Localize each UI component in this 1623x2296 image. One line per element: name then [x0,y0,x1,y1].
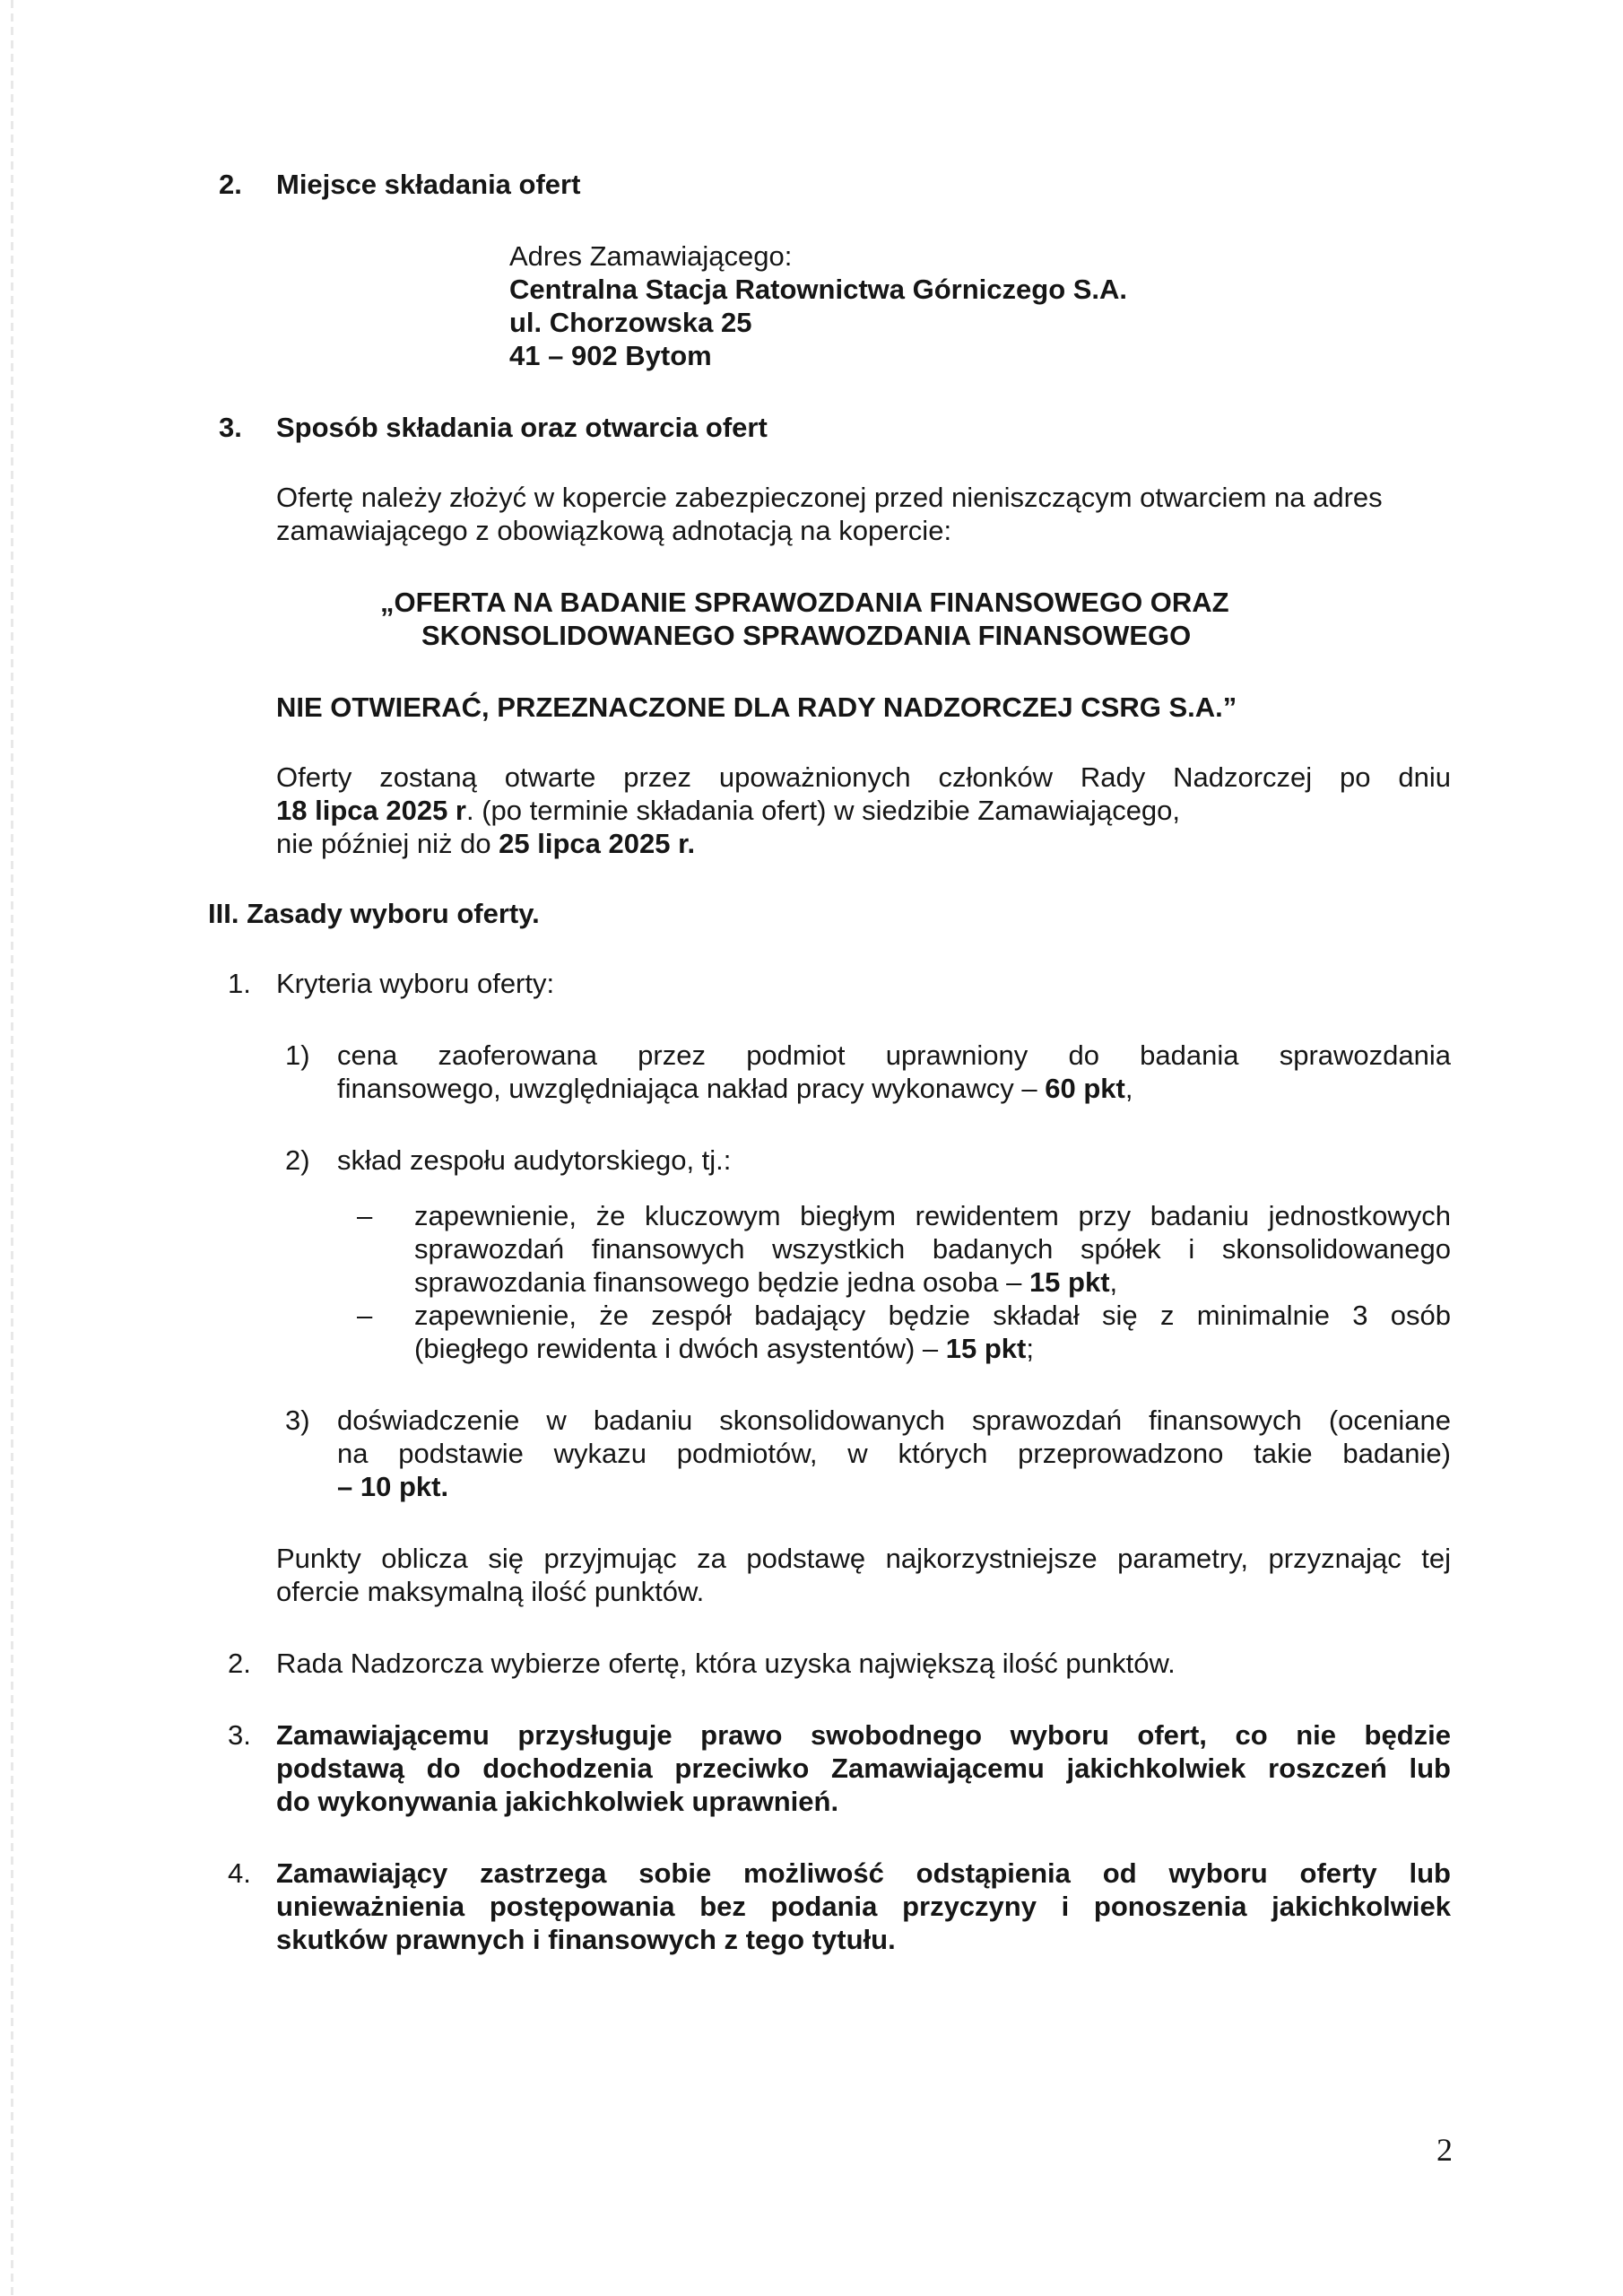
opening-line-2 [276,794,1451,827]
sub-criterion-1-line-3-text: sprawozdania finansowego będzie jedna osoba – [414,1266,1029,1298]
intro-line-1: Ofertę należy złożyć w kopercie zabezpieczonej przed nieniszczącym otwarciem na adres [276,482,1383,513]
address-label: Adres Zamawiającego: [509,240,793,272]
opening-date-2: 25 lipca 2025 r. [499,828,696,859]
sub-criterion-1-dash: – [357,1200,373,1231]
criterion-2-label: skład zespołu audytorskiego, tj.: [337,1144,732,1176]
item-1-number: 1. [228,968,251,999]
opening-line-3-prefix: nie później niż do [276,828,499,859]
points-rule-line-1: Punkty oblicza się przyjmując za podstawę najkorzystniejsze parametry, przyznając tej [276,1543,1451,1574]
address-city: 41 – 902 Bytom [509,340,712,371]
item-3-line-1: Zamawiającemu przysługuje prawo swobodnego wyboru ofert, co nie będzie [276,1719,1451,1751]
sub-criterion-2-dash: – [357,1300,373,1331]
opening-line-2-rest: . (po terminie składania ofert) w siedzibie Zamawiającego, [466,795,1181,826]
section-3-heading: Sposób składania oraz otwarcia ofert [276,412,768,443]
sub-criterion-1-line-1: zapewnienie, że kluczowym biegłym rewidentem przy badaniu jednostkowych [414,1200,1451,1231]
criterion-3-line-1: doświadczenie w badaniu skonsolidowanych sprawozdań finansowych (oceniane [337,1405,1451,1436]
criterion-1-number: 1) [285,1039,310,1071]
item-3-line-3: do wykonywania jakichkolwiek uprawnień. [276,1786,839,1817]
criterion-1-line-2 [337,1072,1133,1105]
part-3-heading: III. Zasady wyboru oferty. [208,898,540,929]
criterion-3-line-2: na podstawie wykazu podmiotów, w których przeprowadzono takie badanie) [337,1438,1451,1469]
sub-criterion-1-points: 15 pkt [1028,1266,1110,1298]
section-3-number: 3. [219,412,242,443]
item-4-line-3: skutków prawnych i finansowych z tego tytułu. [276,1924,896,1955]
sub-criterion-2-line-1: zapewnienie, że zespół badający będzie składał się z minimalnie 3 osób [414,1300,1451,1331]
criterion-1-points: 60 pkt [1045,1073,1125,1104]
criterion-1-end: , [1124,1073,1133,1104]
item-3-number: 3. [228,1719,251,1751]
address-company: Centralna Stacja Ratownictwa Górniczego S.A. [509,274,1128,305]
address-street: ul. Chorzowska 25 [509,307,752,338]
sub-criterion-1-line-2: sprawozdań finansowych wszystkich badanych spółek i skonsolidowanego [414,1233,1451,1265]
sub-criterion-2-line-2-text: (biegłego rewidenta i dwóch asystentów) – [414,1333,946,1364]
section-2-number: 2. [219,169,242,200]
opening-line-3 [276,827,695,860]
criterion-1-line-1: cena zaoferowana przez podmiot uprawniony do badania sprawozdania [337,1039,1451,1071]
scan-edge-artifact [11,0,13,2296]
item-2-text: Rada Nadzorcza wybierze ofertę, która uzyska największą ilość punktów. [276,1648,1176,1679]
criterion-3-number: 3) [285,1405,310,1436]
envelope-annotation-line-3: NIE OTWIERAĆ, PRZEZNACZONE DLA RADY NADZORCZEJ CSRG S.A.” [276,691,1237,723]
page-number: 2 [1436,2132,1453,2168]
sub-criterion-1-end: , [1109,1266,1118,1298]
criterion-1-line-2-text: finansowego, uwzględniająca nakład pracy wykonawcy – [337,1073,1046,1104]
envelope-annotation-line-2: SKONSOLIDOWANEGO SPRAWOZDANIA FINANSOWEGO [421,620,1192,651]
opening-line-1: Oferty zostaną otwarte przez upoważnionych członków Rady Nadzorczej po dniu [276,761,1451,793]
item-4-number: 4. [228,1857,251,1889]
item-3-line-2: podstawą do dochodzenia przeciwko Zamawiającemu jakichkolwiek roszczeń lub [276,1752,1451,1784]
sub-criterion-2-points: 15 pkt [945,1333,1027,1364]
item-4-line-2: unieważnienia postępowania bez podania przyczyny i ponoszenia jakichkolwiek [276,1891,1451,1922]
criterion-3-points: – 10 pkt. [337,1471,449,1502]
section-2-heading: Miejsce składania ofert [276,169,581,200]
intro-line-2: zamawiającego z obowiązkową adnotacją na kopercie: [276,515,952,546]
opening-date-1: 18 lipca 2025 r [276,795,466,826]
points-rule-line-2: ofercie maksymalną ilość punktów. [276,1576,705,1607]
envelope-annotation-line-1: „OFERTA NA BADANIE SPRAWOZDANIA FINANSOWEGO ORAZ [380,587,1229,618]
sub-criterion-2-end: ; [1026,1333,1035,1364]
item-1-label: Kryteria wyboru oferty: [276,968,555,999]
criterion-2-number: 2) [285,1144,310,1176]
item-4-line-1: Zamawiający zastrzega sobie możliwość odstąpienia od wyboru oferty lub [276,1857,1451,1889]
sub-criterion-2-line-2 [414,1332,1034,1365]
item-2-number: 2. [228,1648,251,1679]
sub-criterion-1-line-3 [414,1265,1117,1299]
